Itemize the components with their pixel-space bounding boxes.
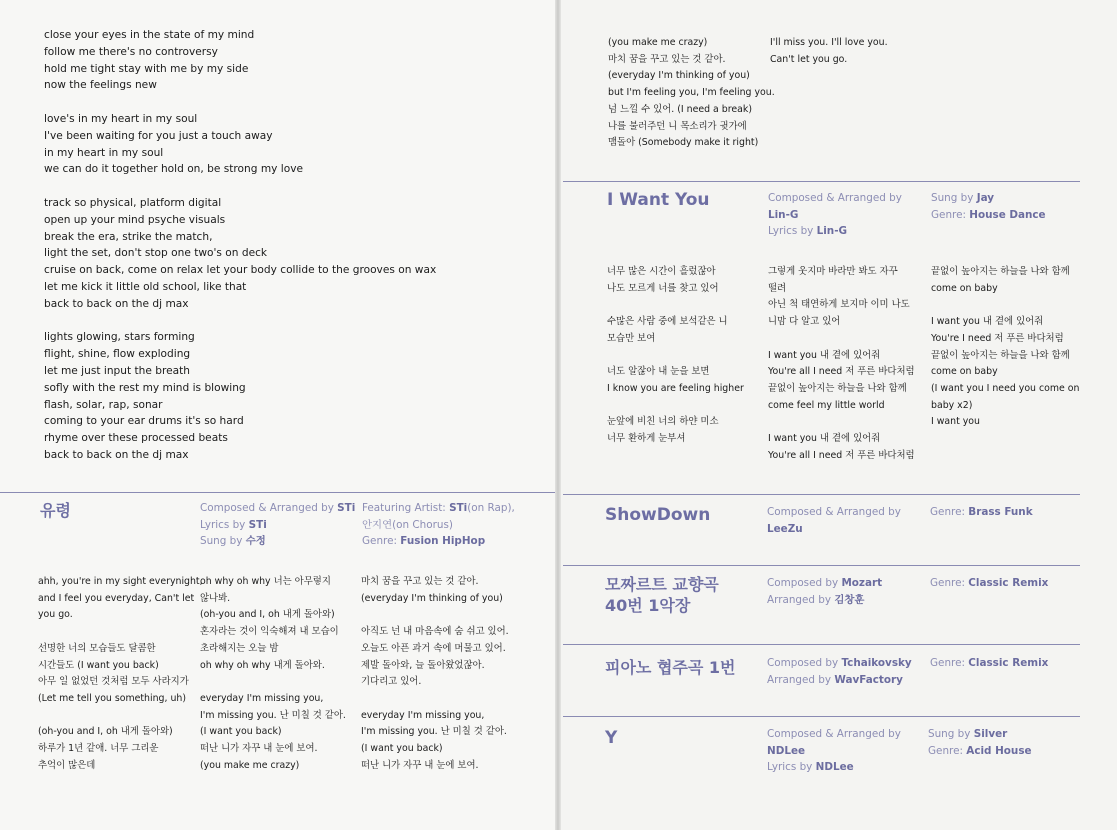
lyric-line: 너무 많은 시간이 흘렀잖아 bbox=[607, 266, 716, 277]
lyric-line: oh why oh why 너는 아무렇지 bbox=[200, 576, 331, 587]
credit-value: NDLee bbox=[767, 744, 806, 757]
song-title-mozart bbox=[605, 574, 719, 616]
lyric-line: we can do it together hold on, be strong my love bbox=[44, 163, 303, 176]
lyric-line: in my heart in my soul bbox=[44, 146, 164, 159]
song-credits-2 bbox=[930, 504, 1033, 521]
credit-line: Genre: Brass Funk bbox=[930, 506, 1033, 518]
credit-line: Arranged by WavFactory bbox=[767, 673, 903, 686]
lyric-line: I'm missing you. 난 미칠 것 같아. bbox=[361, 726, 507, 738]
lyric-line: ahh, you're in my sight everynight, bbox=[38, 576, 203, 587]
lyric-line: track so physical, platform digital bbox=[44, 196, 222, 209]
lyric-line: and I feel you everyday, Can't let bbox=[38, 592, 195, 604]
lyric-line bbox=[44, 94, 436, 111]
lyric-line: I've been waiting for you just a touch away bbox=[44, 129, 273, 142]
lyric-line bbox=[38, 624, 203, 641]
credit-value: Classic Remix bbox=[968, 577, 1049, 589]
lyric-line bbox=[361, 607, 509, 624]
credit-line: Composed & Arranged by STi bbox=[200, 502, 356, 514]
lyric-line: let me kick it little old school, like that bbox=[44, 280, 247, 293]
lyric-line: come feel my little world bbox=[768, 399, 885, 411]
song-title-piano: 피아노 협주곡 1번 bbox=[605, 658, 736, 677]
lyric-line: now the feelings new bbox=[44, 79, 157, 92]
lyric-line: I'll miss you. I'll love you. bbox=[770, 37, 888, 48]
credit-value: Brass Funk bbox=[968, 506, 1033, 518]
lyric-line: love's in my heart in my soul bbox=[44, 112, 198, 125]
lyrics-col-2 bbox=[768, 264, 915, 464]
song-credits bbox=[767, 726, 901, 776]
lyrics-col-2 bbox=[200, 574, 346, 774]
credit-line: Composed & Arranged by bbox=[767, 506, 901, 518]
lyric-line: coming to your ear drums it's so hard bbox=[44, 415, 244, 428]
credit-value: House Dance bbox=[969, 208, 1046, 221]
credit-line: Composed & Arranged by bbox=[767, 728, 901, 740]
credit-line bbox=[768, 207, 902, 224]
section-divider bbox=[563, 644, 1080, 645]
section-divider bbox=[563, 181, 1080, 182]
lyric-line bbox=[607, 398, 744, 415]
lyric-line: (everyday I'm thinking of you) bbox=[361, 592, 503, 604]
lyrics-col-3 bbox=[361, 574, 509, 774]
credit-value: Silver bbox=[973, 728, 1008, 740]
credit-line: Sung by Jay bbox=[931, 192, 995, 204]
lyric-line: 나도 모르게 너를 찾고 있어 bbox=[607, 282, 719, 294]
lyric-line: 끝없이 높아지는 하늘을 나와 함께 bbox=[768, 382, 907, 394]
lyric-line: 하루가 1년 같애. 너무 그리운 bbox=[38, 743, 159, 755]
credit-value: 김창훈 bbox=[834, 593, 865, 606]
song-title-i-want-you: I Want You bbox=[607, 190, 710, 210]
lyric-line: 맴돌아 (Somebody make it right) bbox=[608, 137, 759, 149]
lyrics-col-3 bbox=[931, 264, 1079, 431]
lyric-line: You're all I need 저 푸른 바다처럼 bbox=[768, 366, 915, 378]
lyric-line: light the set, don't stop one two's on deck bbox=[44, 247, 268, 260]
lyric-line: 아무 일 없었던 것처럼 모두 사라지가 bbox=[38, 676, 189, 688]
lyric-line: follow me there's no controversy bbox=[44, 45, 218, 58]
song-credits bbox=[200, 500, 355, 550]
credit-line: Genre: Acid House bbox=[928, 744, 1032, 757]
lyric-line: Can't let you go. bbox=[770, 53, 848, 65]
section-divider bbox=[563, 716, 1080, 717]
credit-value: NDLee bbox=[815, 761, 854, 774]
credit-value: STi bbox=[449, 502, 468, 514]
lyrics-continued-col-1 bbox=[608, 35, 775, 152]
credit-line: Sung by Silver bbox=[928, 728, 1008, 740]
lyric-line: 시간들도 (I want you back) bbox=[38, 659, 159, 671]
credit-value: Tchaikovsky bbox=[841, 657, 912, 669]
lyric-line: I want you 내 곁에 있어줘 bbox=[768, 433, 881, 445]
lyric-line: flight, shine, flow exploding bbox=[44, 348, 191, 361]
lyric-line bbox=[200, 674, 346, 691]
lyric-line: 떠난 니가 자꾸 내 눈에 보여. bbox=[200, 743, 318, 755]
credit-line: Lyrics by STi bbox=[200, 518, 267, 531]
song-credits-2 bbox=[928, 726, 1032, 759]
lyric-line: (I want you back) bbox=[361, 743, 443, 755]
lyric-line: 마치 꿈을 꾸고 있는 것 같아. bbox=[608, 53, 726, 65]
lyric-line: 끝없이 높아지는 하늘을 나와 함께 bbox=[931, 349, 1070, 361]
lyric-line: 넘 느낄 수 있어. (I need a break) bbox=[608, 103, 752, 115]
lyric-line: but I'm feeling you, I'm feeling you. bbox=[608, 87, 775, 99]
song-credits-2 bbox=[930, 575, 1048, 592]
lyric-line: 추억이 많은데 bbox=[38, 759, 96, 771]
lyric-line: (oh-you and I, oh 내게 돌아와) bbox=[38, 726, 173, 738]
credit-line: Composed & Arranged by bbox=[768, 192, 902, 204]
lyric-line: everyday I'm missing you, bbox=[200, 692, 324, 704]
lyric-line: come on baby bbox=[931, 366, 998, 378]
lyric-line: flash, solar, rap, sonar bbox=[44, 398, 163, 411]
credit-value: STi bbox=[337, 502, 356, 514]
lyric-line: 기다리고 있어. bbox=[361, 676, 422, 688]
song-credits bbox=[767, 655, 912, 688]
lyric-line: I want you 내 곁에 있어줘 bbox=[768, 349, 881, 361]
credit-value: Classic Remix bbox=[968, 657, 1049, 669]
lyric-line: 너도 알잖아 내 눈을 보면 bbox=[607, 366, 710, 378]
lyrics-continued-col-2 bbox=[770, 35, 888, 68]
lyric-line: open up your mind psyche visuals bbox=[44, 213, 226, 226]
lyrics-col-1 bbox=[607, 264, 744, 448]
credit-value: Mozart bbox=[841, 577, 883, 589]
lyric-line: You're all I need 저 푸른 바다처럼 bbox=[768, 449, 915, 461]
credit-line: Featuring Artist: STi(on Rap), bbox=[362, 502, 515, 514]
credit-line: Composed by Tchaikovsky bbox=[767, 657, 912, 669]
credit-line: Lyrics by NDLee bbox=[767, 761, 854, 774]
section-divider bbox=[563, 494, 1080, 495]
credit-line: Genre: Classic Remix bbox=[930, 577, 1049, 589]
lyrics-main bbox=[44, 27, 436, 464]
credit-line: Arranged by 김창훈 bbox=[767, 593, 865, 606]
lyric-line: lights glowing, stars forming bbox=[44, 331, 195, 344]
title-line: 40번 1악장 bbox=[605, 596, 691, 615]
lyric-line: hold me tight stay with me by my side bbox=[44, 62, 249, 75]
lyric-line: 니맘 다 알고 있어 bbox=[768, 316, 841, 328]
book-gutter bbox=[555, 0, 561, 830]
lyric-line bbox=[361, 691, 509, 708]
lyric-line bbox=[607, 297, 744, 314]
lyric-line: 떠난 니가 자꾸 내 눈에 보여. bbox=[361, 759, 479, 771]
lyric-line: cruise on back, come on relax let your body collide to the grooves on wax bbox=[44, 264, 437, 277]
lyric-line: 혼자라는 것이 익숙해져 내 모습이 bbox=[200, 626, 339, 638]
lyrics-col-1 bbox=[38, 574, 203, 774]
lyric-line: 선명한 너의 모습들도 달콤한 bbox=[38, 642, 156, 654]
credit-line bbox=[767, 743, 901, 760]
song-credits bbox=[767, 504, 901, 537]
credit-value: Lin-G bbox=[768, 208, 799, 221]
credit-value: STi bbox=[248, 518, 267, 531]
lyric-line bbox=[768, 414, 915, 431]
lyric-line bbox=[768, 331, 915, 348]
lyric-line: sofly with the rest my mind is blowing bbox=[44, 381, 246, 394]
song-credits-2 bbox=[931, 190, 1046, 223]
lyric-line: close your eyes in the state of my mind bbox=[44, 29, 255, 41]
lyric-line: come on baby bbox=[931, 282, 998, 294]
credit-line: Composed by Mozart bbox=[767, 577, 883, 589]
credit-line: 안지연(on Chorus) bbox=[362, 518, 453, 531]
lyric-line: 수많은 사람 중에 보석같은 니 bbox=[607, 316, 728, 328]
lyric-line bbox=[931, 297, 1079, 314]
lyric-line: 끝없이 높아지는 하늘을 나와 함께 bbox=[931, 266, 1070, 277]
title-line: 모짜르트 교향곡 bbox=[605, 575, 719, 594]
lyric-line: (you make me crazy) bbox=[608, 37, 708, 48]
lyric-line: 초라해지는 오늘 밤 bbox=[200, 642, 279, 654]
lyric-line bbox=[38, 708, 203, 725]
lyric-line: 눈앞에 비친 너의 하얀 미소 bbox=[607, 416, 719, 428]
lyric-line: 너무 환하게 눈부셔 bbox=[607, 433, 686, 445]
lyric-line: back to back on the dj max bbox=[44, 297, 189, 310]
credit-value: Fusion HipHop bbox=[400, 535, 486, 548]
song-credits-2 bbox=[362, 500, 515, 550]
credit-value: Jay bbox=[976, 192, 995, 204]
credit-value: WavFactory bbox=[834, 673, 903, 686]
credit-line: Genre: Classic Remix bbox=[930, 657, 1049, 669]
credit-line: Genre: House Dance bbox=[931, 208, 1046, 221]
lyric-line: 오늘도 아픈 과거 속에 머물고 있어. bbox=[361, 642, 506, 654]
lyric-line: I know you are feeling higher bbox=[607, 382, 744, 394]
lyric-line: everyday I'm missing you, bbox=[361, 709, 485, 721]
lyric-line bbox=[607, 348, 744, 365]
credit-value: Acid House bbox=[966, 744, 1032, 757]
credit-value: LeeZu bbox=[767, 522, 803, 535]
lyric-line: 않나봐. bbox=[200, 592, 231, 604]
lyric-line bbox=[44, 313, 436, 330]
credit-value: 수정 bbox=[245, 535, 266, 548]
lyric-line: (you make me crazy) bbox=[200, 759, 300, 771]
credit-line: Lyrics by Lin-G bbox=[768, 225, 848, 238]
lyric-line: You're I need 저 푸른 바다처럼 bbox=[931, 332, 1064, 344]
lyric-line: you go. bbox=[38, 609, 73, 621]
lyric-line bbox=[44, 178, 436, 195]
lyric-line: I want you bbox=[931, 416, 980, 428]
lyric-line: I'm missing you. 난 미칠 것 같아. bbox=[200, 709, 346, 721]
lyric-line: (oh-you and I, oh 내게 돌아와) bbox=[200, 609, 335, 621]
section-divider bbox=[563, 565, 1080, 566]
lyric-line: rhyme over these processed beats bbox=[44, 432, 228, 445]
song-title-showdown: ShowDown bbox=[605, 505, 711, 525]
song-title-yuryeong: 유령 bbox=[40, 501, 71, 520]
section-divider bbox=[0, 492, 555, 493]
lyric-line: break the era, strike the match, bbox=[44, 230, 213, 243]
lyric-line: (Let me tell you something, uh) bbox=[38, 692, 186, 704]
lyric-line: (I want you I need you come on bbox=[931, 382, 1080, 394]
lyric-line: 떨려 bbox=[768, 282, 787, 294]
credit-value: Lin-G bbox=[816, 225, 848, 238]
song-credits bbox=[768, 190, 902, 240]
lyric-line: 아닌 척 태연하게 보지마 이미 나도 bbox=[768, 299, 910, 311]
lyric-line: 나를 불러주던 니 목소리가 귓가에 bbox=[608, 120, 747, 132]
lyric-line: baby x2) bbox=[931, 399, 973, 411]
credit-line: Sung by 수정 bbox=[200, 535, 266, 548]
credit-line bbox=[767, 521, 901, 538]
lyric-line: back to back on the dj max bbox=[44, 448, 189, 461]
song-title-y: Y bbox=[605, 728, 618, 748]
lyric-line: 제발 돌아와, 늘 돌아왔었잖아. bbox=[361, 659, 485, 671]
lyric-line: I want you 내 곁에 있어줘 bbox=[931, 316, 1044, 328]
lyric-line: let me just input the breath bbox=[44, 364, 190, 377]
lyric-line: 아직도 넌 내 마음속에 숨 쉬고 있어. bbox=[361, 626, 509, 638]
credit-line: Genre: Fusion HipHop bbox=[362, 535, 486, 548]
song-credits bbox=[767, 575, 882, 608]
lyric-line: (everyday I'm thinking of you) bbox=[608, 70, 750, 82]
song-credits-2 bbox=[930, 655, 1048, 672]
lyric-line: 모습만 보여 bbox=[607, 332, 656, 344]
lyric-line: (I want you back) bbox=[200, 726, 282, 738]
lyric-line: 그렇게 웃지마 바라만 봐도 자꾸 bbox=[768, 266, 898, 277]
lyric-line: 마치 꿈을 꾸고 있는 것 같아. bbox=[361, 576, 479, 587]
lyric-line: oh why oh why 내게 돌아와. bbox=[200, 659, 325, 671]
